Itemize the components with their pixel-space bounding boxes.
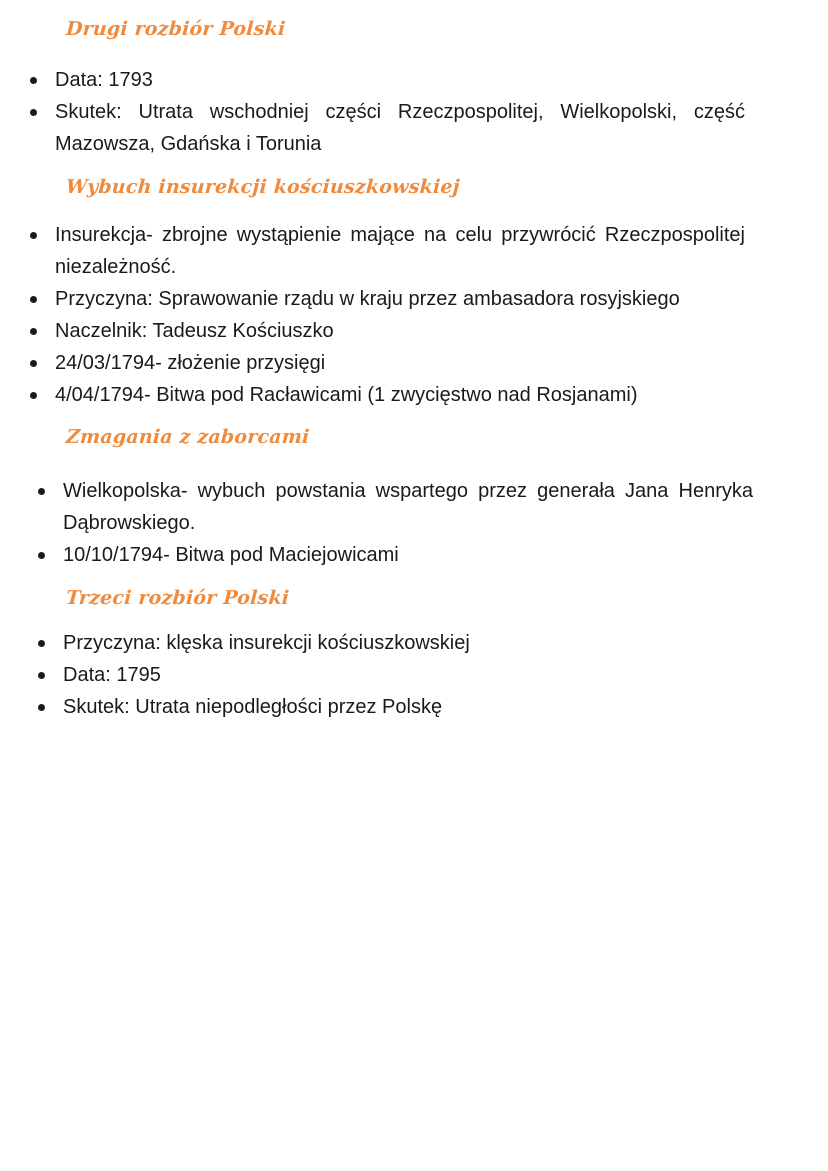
section-list-struggles: [33, 475, 753, 571]
list-item: Data: 1793: [25, 64, 745, 96]
section-heading-struggles: Zmagania z zaborcami: [65, 426, 311, 448]
list-item: Skutek: Utrata wschodniej części Rzeczpospolitej, Wielkopolski, część Mazowsza, Gdańska i Torunia: [25, 96, 745, 160]
section-heading-second-partition: Drugi rozbiór Polski: [65, 18, 287, 40]
list-item: Wielkopolska- wybuch powstania wspartego przez generała Jana Henryka Dąbrowskiego.: [33, 475, 753, 539]
list-item: 10/10/1794- Bitwa pod Maciejowicami: [33, 539, 753, 571]
list-item: Przyczyna: Sprawowanie rządu w kraju przez ambasadora rosyjskiego: [25, 283, 745, 315]
section-heading-kosciuszko-uprising: Wybuch insurekcji kościuszkowskiej: [65, 176, 461, 198]
list-item: 24/03/1794- złożenie przysięgi: [25, 347, 745, 379]
list-item: Insurekcja- zbrojne wystąpienie mające na celu przywrócić Rzeczpospolitej niezależność.: [25, 219, 745, 283]
list-item: 4/04/1794- Bitwa pod Racławicami (1 zwycięstwo nad Rosjanami): [25, 379, 745, 411]
list-item: Skutek: Utrata niepodległości przez Polskę: [33, 691, 753, 723]
section-list-second-partition: [25, 64, 745, 160]
list-item: Data: 1795: [33, 659, 753, 691]
section-list-kosciuszko-uprising: [25, 219, 745, 411]
list-item: Naczelnik: Tadeusz Kościuszko: [25, 315, 745, 347]
section-list-third-partition: [33, 627, 753, 723]
section-heading-third-partition: Trzeci rozbiór Polski: [65, 587, 291, 609]
list-item: Przyczyna: klęska insurekcji kościuszkowskiej: [33, 627, 753, 659]
